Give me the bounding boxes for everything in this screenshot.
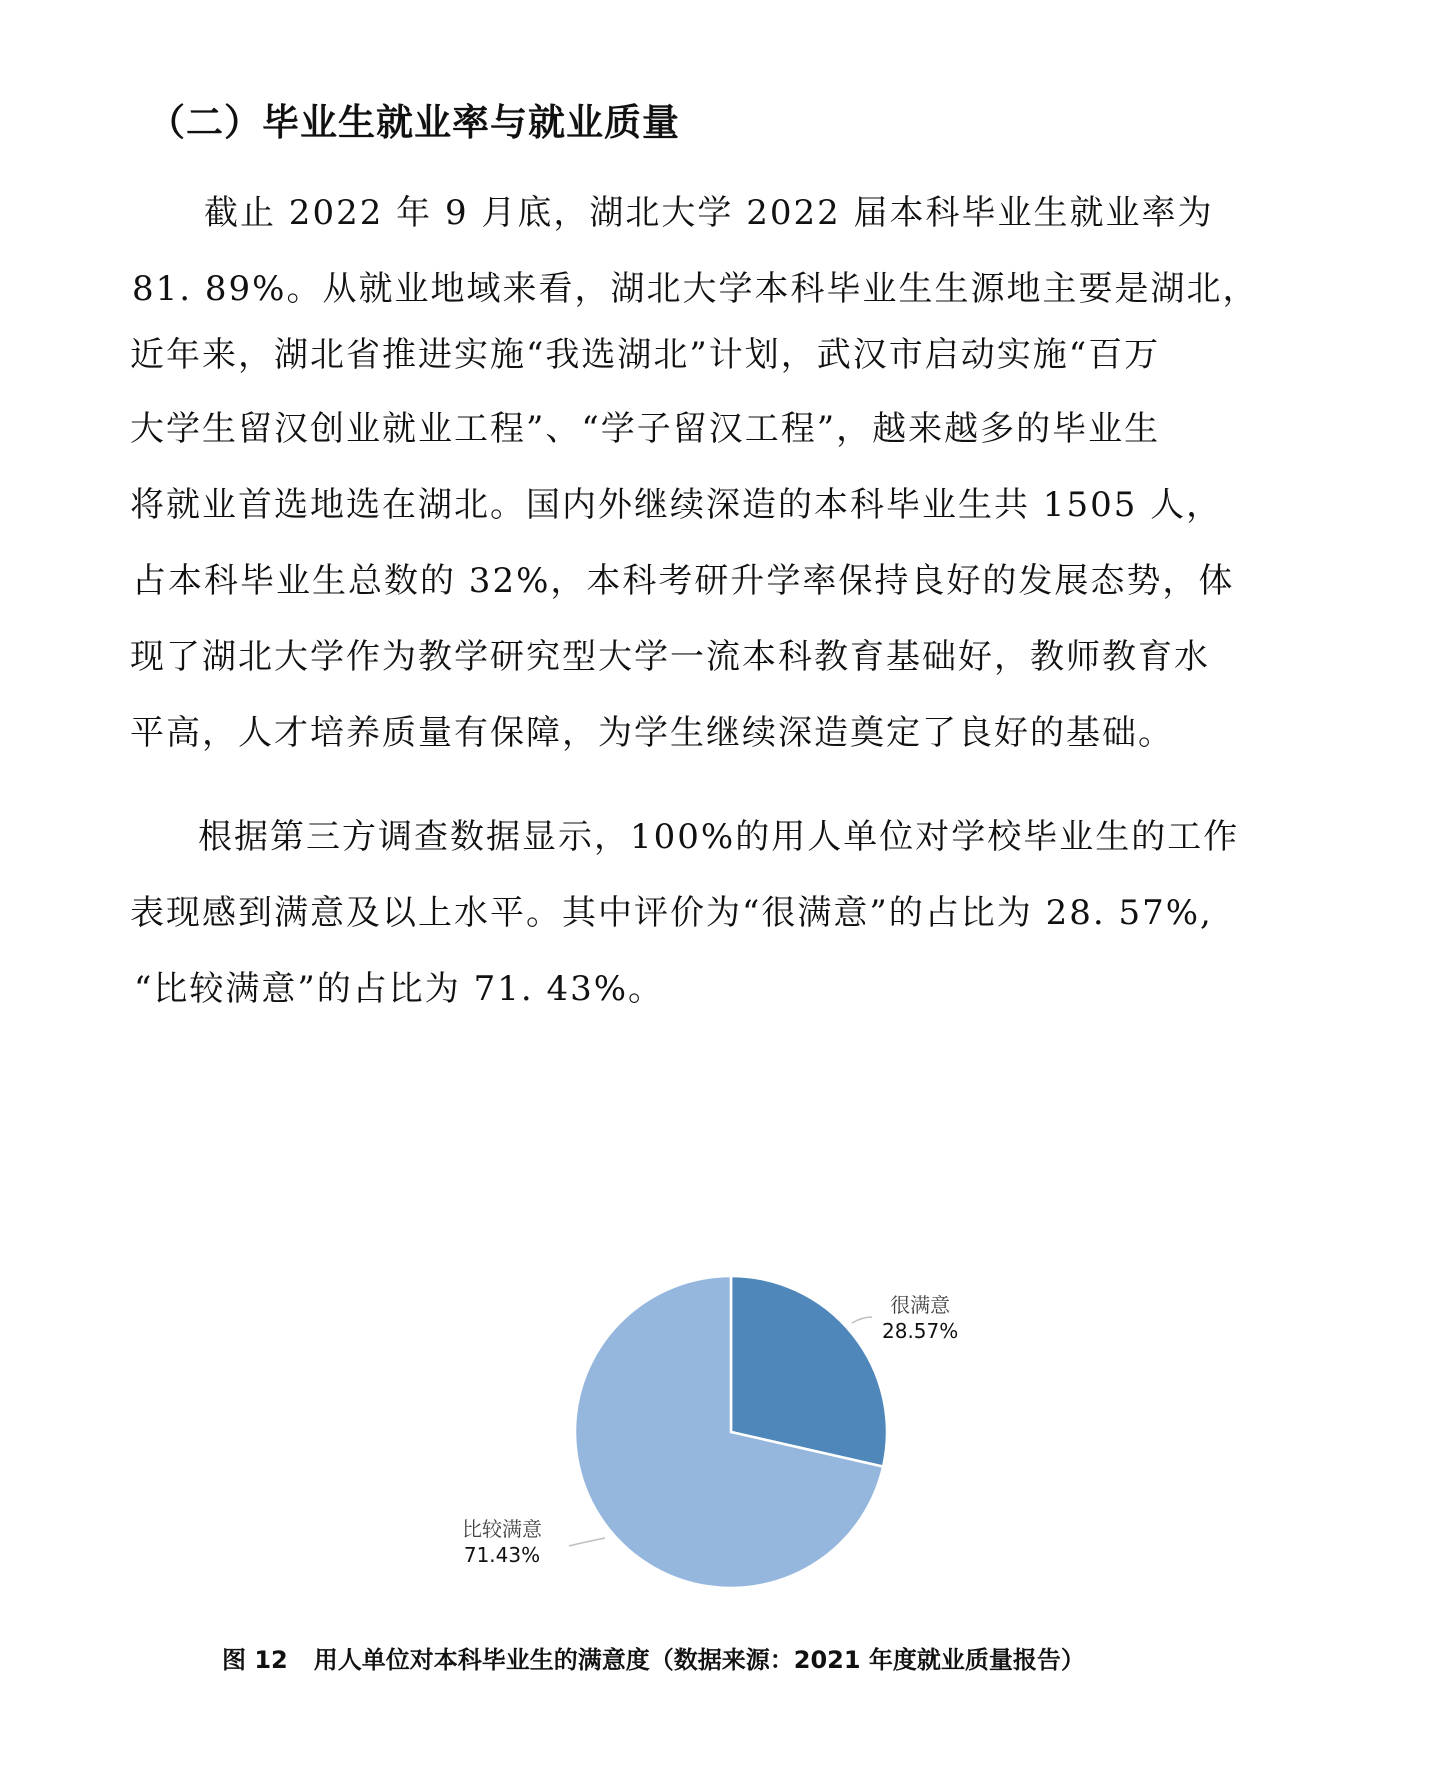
satisfaction-pie-chart <box>0 1260 1434 1620</box>
text-line: “比较满意”的占比为 71. 43%。 <box>134 969 665 1009</box>
leader-line-very-satisfied <box>852 1317 872 1323</box>
pie-label-name: 比较满意 <box>462 1517 542 1541</box>
text-line: 现了湖北大学作为教学研究型大学一流本科教育基础好，教师教育水 <box>130 637 1210 677</box>
text-line: 占本科毕业生总数的 32%，本科考研升学率保持良好的发展态势，体 <box>132 561 1235 601</box>
pie-svg <box>0 1260 1434 1620</box>
text-line: 将就业首选地选在湖北。国内外继续深造的本科毕业生共 1505 人， <box>130 485 1223 525</box>
text-line: 根据第三方调查数据显示，100%的用人单位对学校毕业生的工作 <box>198 817 1240 857</box>
pie-label-fairly-satisfied <box>462 1516 542 1568</box>
text-line: 表现感到满意及以上水平。其中评价为“很满意”的占比为 28. 57%, <box>130 893 1213 933</box>
figure-caption <box>222 1640 1085 1675</box>
leader-line-fairly-satisfied <box>569 1538 605 1546</box>
pie-label-value: 71.43% <box>463 1543 541 1567</box>
text-line: 大学生留汉创业就业工程”、“学子留汉工程”，越来越多的毕业生 <box>130 409 1161 449</box>
figure-number: 图 12 <box>222 1646 288 1674</box>
pie-label-name: 很满意 <box>890 1293 951 1317</box>
figure-title: 用人单位对本科毕业生的满意度（数据来源：2021 年度就业质量报告） <box>313 1646 1085 1674</box>
text-line: 81. 89%。从就业地域来看，湖北大学本科毕业生生源地主要是湖北， <box>132 269 1259 309</box>
text-line: 截止 2022 年 9 月底，湖北大学 2022 届本科毕业生就业率为 <box>204 193 1214 233</box>
text-line: 近年来，湖北省推进实施“我选湖北”计划，武汉市启动实施“百万 <box>130 335 1161 375</box>
text-line: 平高，人才培养质量有保障，为学生继续深造奠定了良好的基础。 <box>130 713 1174 753</box>
pie-label-very-satisfied <box>882 1292 958 1344</box>
pie-label-value: 28.57% <box>882 1319 959 1343</box>
section-heading: （二）毕业生就业率与就业质量 <box>148 101 680 144</box>
